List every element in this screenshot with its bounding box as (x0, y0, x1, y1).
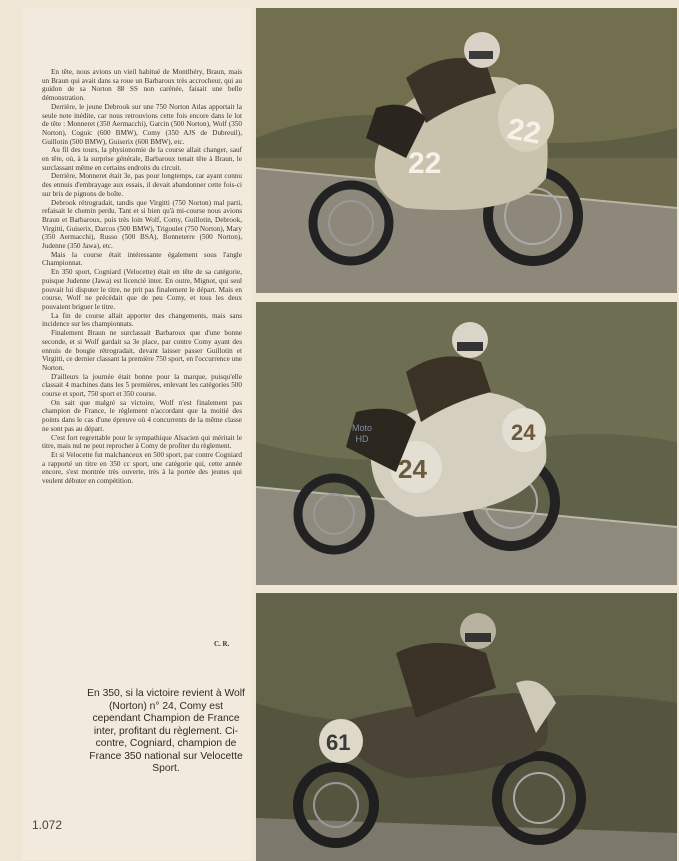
article-paragraph: Derrière, Monneret était 3e, pas pour longtemps, car ayant connu des ennuis d'embrayage aux essais, il devait abandonner cette fois-ci sur bris de pignons de boîte. (42, 172, 242, 198)
article-paragraph: Mais la course était intéressante également sous l'angle Championnat. (42, 250, 242, 268)
article-paragraph: En tête, nous avions un vieil habitué de Montlhéry, Braun, mais un Braun qui avait dans sa roue un Barbaroux très accrocheur, qui au guidon de sa Norton 88 SS non carénée, faisait une belle démonstration. (42, 68, 242, 103)
author-signature: C. R. (214, 640, 230, 648)
race-number-22-front: 22 (504, 112, 544, 151)
race-number-24-front: 24 (511, 420, 536, 445)
article-paragraph: En 350 sport, Cogniard (Velocette) était en tête de sa catégorie, puisque Judenne (Jawa) est licencié inter. En outre, Mignot, qui seul pouvait lui disputer le titre, ne prit pas finalement le départ. Mais en course, Wolf ne précédait que de peu Comy, et tous les deux pouvaient briguer le titre. (42, 268, 242, 311)
watermark-logo: Moto HD (351, 423, 372, 444)
race-number-22: 22 (408, 147, 442, 180)
race-photo-61 (256, 593, 677, 861)
article-paragraph: C'est fort regrettable pour le sympathique Alsacien qui méritait le titre, mais nul ne peut reprocher à Comy de profiter du règlement. (42, 433, 242, 451)
article-paragraph: Finalement Braun ne surclassait Barbaroux que d'une bonne seconde, et si Wolf gardait sa 3e place, par contre Comy ayant des ennuis de bougie rétrogradait, devant laisser passer Guillotin et Virgitti, ce dernier classant la première 750 sport, en l'occurrence une Norton. (42, 329, 242, 372)
race-number-61: 61 (326, 730, 351, 755)
page-number: 1.072 (32, 818, 63, 832)
photo-caption: En 350, si la victoire revient à Wolf (Norton) n° 24, Comy est cependant Champion de France inter, profitant du règlement. Ci-contre, Cogniard, champion de France 350 national sur Velocette Sport. (87, 688, 245, 774)
article-paragraph: On sait que malgré sa victoire, Wolf n'est finalement pas champion de France, le règlement n'accordant que la moitié des points dans le cas d'une épreuve où 4 concurrents de la même classe ne sont pas au départ. (42, 398, 242, 433)
race-number-24: 24 (398, 454, 427, 484)
article-paragraph: Derrière, le jeune Debrook sur une 750 Norton Atlas apportait la seule note inédite, car nous retrouvions cette fois encore dans le lot de tête : Monneret (350 Aermacchi), Garcin (500 Norton), Wolf (350 Norton), Coguic (600 BMW), Comy (350 AJS de Dubreuil), Guillotin (500 BMW), Guiserix (600 BMW), etc. (42, 102, 242, 146)
race-photo-22 (256, 8, 677, 293)
race-photo-24 (256, 302, 677, 585)
article-paragraph: D'ailleurs la journée était bonne pour la marque, puisqu'elle classait 4 machines dans les 5 premières, enlevant les catégories 500 course et sport, 750 sport et 350 course. (42, 372, 242, 399)
article-paragraph: La fin de course allait apporter des changements, mais sans incidence sur les championnats. (42, 311, 242, 329)
article-paragraph: Et si Velocette fut malchanceux en 500 sport, par contre Cogniard a rapporté un titre en 350 cc sport, une catégorie qui, cette année encore, s'est montrée très ouverte, très à la portée des jeunes qui veulent débuter en compétition. (42, 450, 242, 486)
article-paragraph: Debrook rétrogradait, tandis que Virgitti (750 Norton) mal parti, refaisait le chemin perdu. Tant et si bien qu'à mi-course nous avions Braun et Barbaroux, puis très loin Wolf, Comy, Guillotin, Debrook, Virgitti, Guiserix, Darcos (500 BMW), Trigoulet (750 Norton), Mary (350 Aermacchi), Russo (500 BSA), Bonneterre (500 Norton), Judenne (350 Jawa), etc. (42, 198, 242, 251)
article-paragraph: Au fil des tours, la physionomie de la course allait changer, sauf en tête, où, à la surprise générale, Barbaroux tenait tête à Braun, le surclassant même en certains endroits du circuit. (42, 146, 242, 172)
article-body (42, 68, 242, 486)
